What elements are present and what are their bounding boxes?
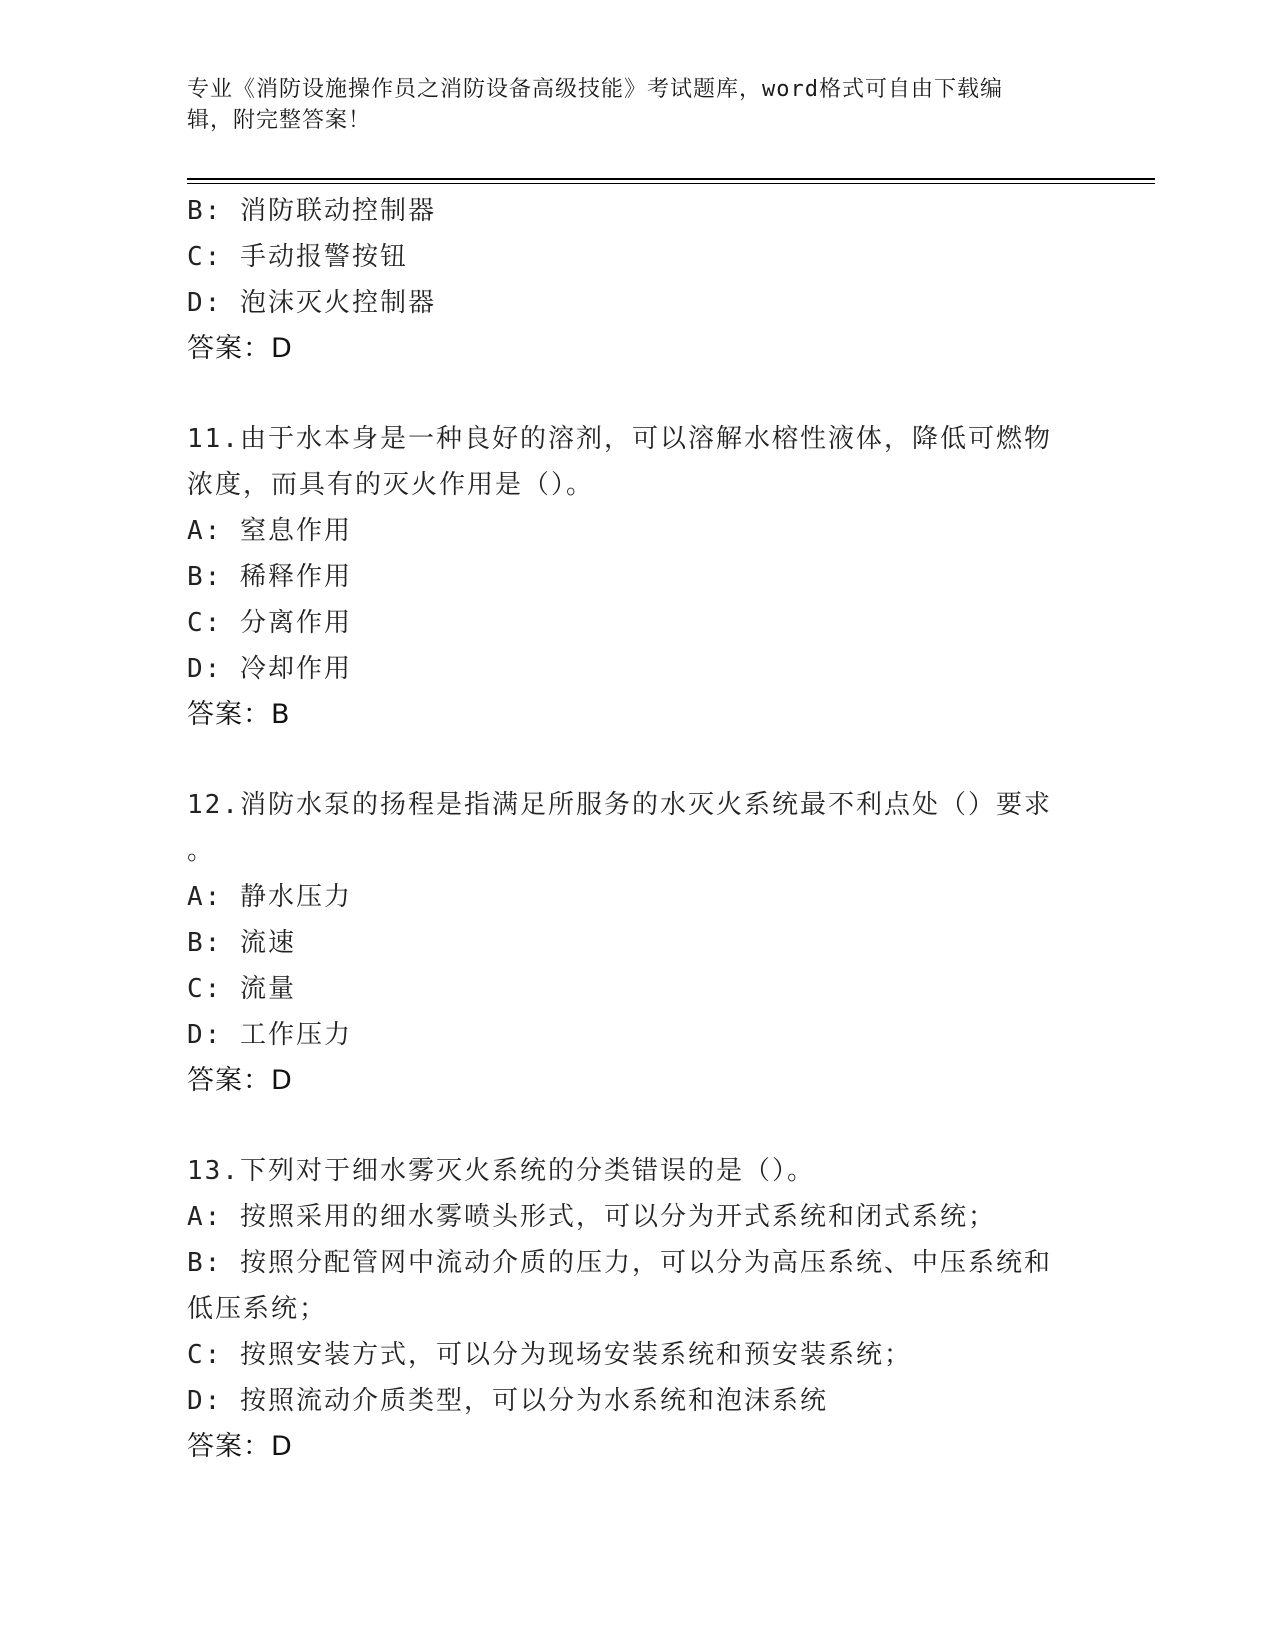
- answer-line: 答案：B: [187, 699, 291, 730]
- option-a: A: 窒息作用: [187, 516, 352, 546]
- header-divider-thick: [187, 178, 1155, 180]
- question-12: [187, 782, 1087, 1104]
- option-c: C: 手动报警按钮: [187, 242, 408, 272]
- question-stem-line: 13.下列对于细水雾灭火系统的分类错误的是（）。: [187, 1156, 815, 1186]
- question-stem-line: 11.由于水本身是一种良好的溶剂，可以溶解水榕性液体，降低可燃物: [187, 424, 1052, 454]
- header-line-2: 辑，附完整答案！: [187, 108, 372, 133]
- question-stem-line: 12.消防水泵的扬程是指满足所服务的水灭火系统最不利点处（）要求: [187, 790, 1052, 820]
- header-divider-thin: [187, 183, 1155, 184]
- option-a: A: 按照采用的细水雾喷头形式，可以分为开式系统和闭式系统；: [187, 1202, 996, 1232]
- question-11: [187, 416, 1087, 738]
- answer-line: 答案：D: [187, 1065, 293, 1096]
- question-13: [187, 1148, 1087, 1470]
- option-c: C: 分离作用: [187, 608, 352, 638]
- option-b: B: 按照分配管网中流动介质的压力，可以分为高压系统、中压系统和: [187, 1248, 1052, 1278]
- option-d: D: 按照流动介质类型，可以分为水系统和泡沫系统: [187, 1386, 828, 1416]
- option-b: B: 消防联动控制器: [187, 196, 436, 226]
- document-header: [187, 74, 1067, 136]
- question-list: [187, 188, 1087, 1470]
- answer-line: 答案：D: [187, 1431, 293, 1462]
- option-d: D: 工作压力: [187, 1020, 352, 1050]
- header-line-1: 专业《消防设施操作员之消防设备高级技能》考试题库，word格式可自由下载编: [187, 77, 1003, 102]
- question-stem-line: 。: [187, 836, 216, 866]
- question-10-continued: [187, 188, 1087, 372]
- option-b: B: 稀释作用: [187, 562, 352, 592]
- question-stem-line: 浓度，而具有的灭火作用是（）。: [187, 470, 595, 500]
- option-d: D: 泡沫灭火控制器: [187, 288, 436, 318]
- option-b-continued: 低压系统；: [187, 1294, 328, 1324]
- option-a: A: 静水压力: [187, 882, 352, 912]
- answer-line: 答案：D: [187, 333, 293, 364]
- option-c: C: 流量: [187, 974, 296, 1004]
- option-c: C: 按照安装方式，可以分为现场安装系统和预安装系统；: [187, 1340, 912, 1370]
- option-b: B: 流速: [187, 928, 296, 958]
- option-d: D: 冷却作用: [187, 654, 352, 684]
